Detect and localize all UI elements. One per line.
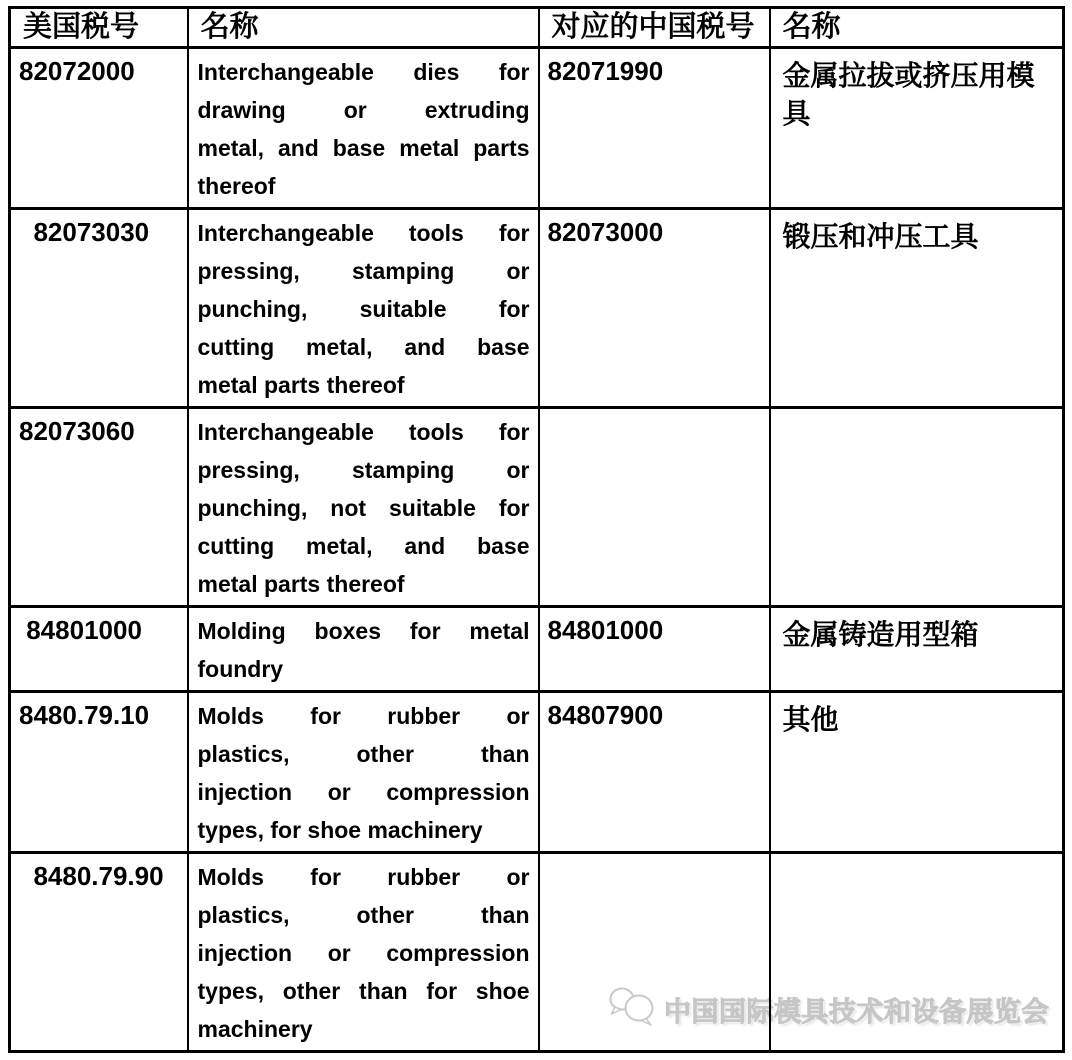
cn-name-cell: 锻压和冲压工具 bbox=[770, 209, 1064, 408]
us-name-line: punching, suitable for bbox=[197, 296, 530, 322]
us-name-line: Molding boxes for metal bbox=[197, 618, 530, 644]
us-name-cell bbox=[188, 408, 539, 607]
us-name-cell bbox=[188, 692, 539, 853]
us-name-cell bbox=[188, 607, 539, 692]
us-name-line: pressing, stamping or bbox=[197, 457, 530, 483]
us-code-cell: 82072000 bbox=[10, 48, 188, 209]
us-name-cell bbox=[188, 853, 539, 1052]
us-name-line: Interchangeable tools for bbox=[197, 220, 530, 246]
tariff-code-table bbox=[8, 6, 1065, 1053]
table-header-row bbox=[10, 8, 1064, 48]
us-name-line: thereof bbox=[197, 173, 276, 199]
header-cn-name: 名称 bbox=[770, 8, 1064, 48]
us-name-line: types, for shoe machinery bbox=[197, 817, 483, 843]
us-name-line: Interchangeable tools for bbox=[197, 419, 530, 445]
us-name-line: drawing or extruding bbox=[197, 97, 530, 123]
table-row bbox=[10, 48, 1064, 209]
us-code-cell: 8480.79.10 bbox=[10, 692, 188, 853]
us-name-line: foundry bbox=[197, 656, 284, 682]
cn-name-cell bbox=[770, 853, 1064, 1052]
us-name-line: metal parts thereof bbox=[197, 571, 405, 597]
us-name-line: plastics, other than bbox=[197, 902, 530, 928]
cn-code-cell: 84801000 bbox=[539, 607, 770, 692]
cn-name-cell: 金属拉拔或挤压用模具 bbox=[770, 48, 1064, 209]
cn-code-cell bbox=[539, 408, 770, 607]
us-name-line: types, other than for shoe bbox=[197, 978, 530, 1004]
watermark-text: 中国国际模具技术和设备展览会 bbox=[664, 997, 1049, 1027]
us-name-line: injection or compression bbox=[197, 940, 530, 966]
us-code-cell: 82073060 bbox=[10, 408, 188, 607]
us-name-line: pressing, stamping or bbox=[197, 258, 530, 284]
table-row bbox=[10, 209, 1064, 408]
header-us-code: 美国税号 bbox=[10, 8, 188, 48]
us-code-cell: 84801000 bbox=[10, 607, 188, 692]
header-us-name: 名称 bbox=[188, 8, 539, 48]
us-name-line: cutting metal, and base bbox=[197, 533, 530, 559]
us-name-line: injection or compression bbox=[197, 779, 530, 805]
us-name-line: punching, not suitable for bbox=[197, 495, 530, 521]
us-name-line: metal parts thereof bbox=[197, 372, 405, 398]
us-name-line: cutting metal, and base bbox=[197, 334, 530, 360]
us-name-line: Molds for rubber or bbox=[197, 703, 530, 729]
table-row bbox=[10, 853, 1064, 1052]
us-name-cell bbox=[188, 48, 539, 209]
us-name-line: Molds for rubber or bbox=[197, 864, 530, 890]
us-code-cell: 8480.79.90 bbox=[10, 853, 188, 1052]
cn-name-cell bbox=[770, 408, 1064, 607]
cn-code-cell bbox=[539, 853, 770, 1052]
cn-name-cell: 金属铸造用型箱 bbox=[770, 607, 1064, 692]
cn-name-cell: 其他 bbox=[770, 692, 1064, 853]
us-name-line: machinery bbox=[197, 1016, 313, 1042]
header-cn-code: 对应的中国税号 bbox=[539, 8, 770, 48]
us-name-line: plastics, other than bbox=[197, 741, 530, 767]
us-name-cell bbox=[188, 209, 539, 408]
table-row bbox=[10, 607, 1064, 692]
table-row bbox=[10, 692, 1064, 853]
table-row bbox=[10, 408, 1064, 607]
us-name-line: metal, and base metal parts bbox=[197, 135, 530, 161]
us-name-line: Interchangeable dies for bbox=[197, 59, 530, 85]
cn-code-cell: 84807900 bbox=[539, 692, 770, 853]
us-code-cell: 82073030 bbox=[10, 209, 188, 408]
cn-code-cell: 82071990 bbox=[539, 48, 770, 209]
cn-code-cell: 82073000 bbox=[539, 209, 770, 408]
